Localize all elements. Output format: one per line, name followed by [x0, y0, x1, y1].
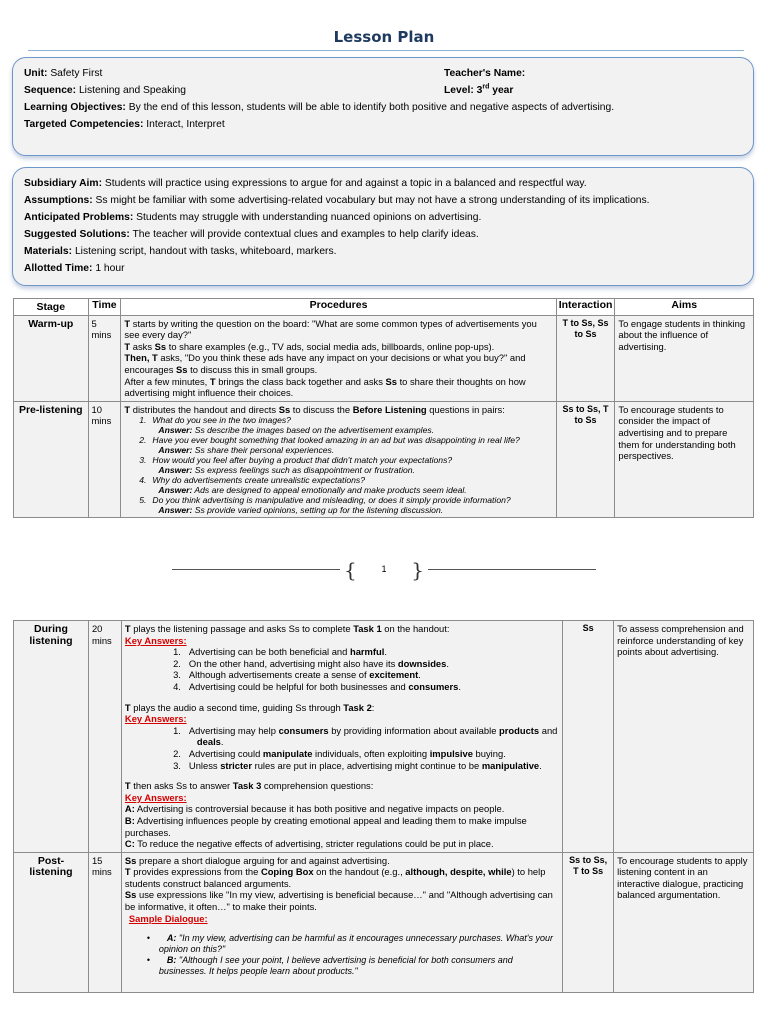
header-aims: Aims: [615, 299, 754, 316]
subsidiary-aim-value: Students will practice using expressions to argue for and against a topic in a balanced and respectful way.: [102, 178, 587, 189]
stage-cell: Post-listening: [14, 852, 89, 992]
sequence-label: Sequence:: [24, 85, 77, 96]
page-number: 1: [381, 564, 387, 574]
aims-cell: To engage students in thinking about the influence of advertising.: [615, 315, 754, 401]
level-label: Level: 3rd year: [444, 83, 514, 96]
objectives-label: Learning Objectives:: [24, 102, 126, 113]
allotted-time-value: 1 hour: [92, 263, 125, 274]
procedures-cell: T starts by writing the question on the board: "What are some common types of advertisements you see every day?" T asks Ss to share examples (e.g., TV ads, social media ads, billboards, online pop-ups). Then, T asks, "Do you think these ads have any impact on your decisions or what you buy?" and encourages Ss to discuss this in small groups. After a few minutes, T brings the class back together and asks Ss to share their thoughts on how advertising might influence their choices.: [121, 315, 556, 401]
time-cell: 15 mins: [88, 852, 121, 992]
unit-value: Safety First: [47, 68, 103, 79]
stage-cell: During listening: [14, 621, 89, 853]
list-item: • A: "In my view, advertising can be harmful as it encourages unnecessary purchases. What's your opinion on this?": [146, 933, 554, 955]
aims-cell: To encourage students to apply listening content in an interactive dialogue, practicing balanced argumentation.: [614, 852, 754, 992]
procedure-table-page-2: [13, 620, 754, 993]
procedures-cell: Ss prepare a short dialogue arguing for and against advertising. T provides expressions from the Coping Box on the handout (e.g., although, despite, while) to help students construct balanced arguments. Ss use expressions like "In my view, advertising is beneficial because…" and "Although advertising can be informative, it often…" to make their points. Sample Dialogue: • A: "In my view, advertising can be harmful as it encourages unnecessary purchases. What's your opinion on this?" • B: "Although I see your point, I believe advertising is beneficial for both consumers and businesses. It helps people learn about products.": [121, 852, 562, 992]
stage-cell: Pre-listening: [14, 401, 89, 518]
materials-value: Listening script, handout with tasks, whiteboard, markers.: [72, 246, 337, 257]
title-divider: [28, 50, 744, 51]
table-row-warmup: [14, 315, 754, 401]
lesson-info-box: [12, 57, 754, 156]
sample-dialogue-label: Sample Dialogue:: [128, 912, 208, 924]
footer-rule-right: [428, 569, 596, 570]
time-cell: 10 mins: [88, 401, 121, 518]
header-time: Time: [88, 299, 121, 316]
header-stage: Stage: [14, 299, 89, 316]
lesson-aims-box: [12, 167, 754, 286]
anticipated-problems-label: Anticipated Problems:: [24, 212, 134, 223]
interaction-cell: Ss: [563, 621, 614, 853]
procedures-cell: T distributes the handout and directs Ss to discuss the Before Listening questions in pairs: 1. What do you see in the two images? Answer: Ss describe the images based on the advertisement examples. 2. Have you ever bought something that looked amazing in an ad but was disappointing in real life? Answer: Ss share their personal experiences. 3. How would you feel after buying a product that didn't match your expectations? Answer: Ss express feelings such as disappointment or frustration. 4. Why do advertisements create unrealistic expectations? Answer: Ads are designed to appeal emotionally and make products seem ideal. 5. Do you think advertising is manipulative and misleading, or does it simply provide information? Answer: Ss provide varied opinions, setting up for the listening discussion.: [121, 401, 556, 518]
competencies-label: Targeted Competencies:: [24, 119, 144, 130]
aims-cell: To encourage students to consider the impact of advertising and to prepare them for understanding both perspectives.: [615, 401, 754, 518]
list-item: 4. Why do advertisements create unrealistic expectations? Answer: Ads are designed to appeal emotionally and make products seem ideal.: [139, 475, 467, 496]
subsidiary-aim-label: Subsidiary Aim:: [24, 178, 103, 189]
suggested-solutions-label: Suggested Solutions:: [24, 229, 130, 240]
table-row-prelistening: [14, 401, 754, 518]
anticipated-problems-value: Students may struggle with understanding nuanced opinions on advertising.: [133, 212, 482, 223]
sequence-value: Listening and Speaking: [76, 85, 186, 96]
objectives-value: By the end of this lesson, students will be able to identify both positive and negative aspects of advertising.: [125, 102, 615, 113]
list-item: 1. What do you see in the two images? Answer: Ss describe the images based on the advertisement examples.: [139, 415, 435, 436]
list-item: 3. How would you feel after buying a product that didn't match your expectations? Answer: Ss express feelings such as disappointment or frustration.: [139, 455, 453, 476]
allotted-time-label: Allotted Time:: [24, 263, 93, 274]
table-row-post-listening: [14, 852, 754, 992]
time-cell: 20 mins: [88, 621, 121, 853]
header-procedures: Procedures: [121, 299, 556, 316]
table-header-row: [14, 299, 754, 316]
table-row-during-listening: [14, 621, 754, 853]
key-answers-label: Key Answers:: [124, 791, 187, 803]
suggested-solutions-value: The teacher will provide contextual clues and examples to help clarify ideas.: [129, 229, 479, 240]
page-title: Lesson Plan: [333, 28, 435, 46]
aims-cell: To assess comprehension and reinforce understanding of key points about advertising.: [614, 621, 754, 853]
list-item: • B: "Although I see your point, I believe advertising is beneficial for both consumers and businesses. It helps people learn about products.": [146, 955, 513, 977]
interaction-cell: Ss to Ss, T to Ss: [556, 401, 615, 518]
assumptions-label: Assumptions:: [24, 195, 93, 206]
page-footer: [172, 560, 596, 580]
unit-label: Unit:: [24, 68, 48, 79]
interaction-cell: T to Ss, Ss to Ss: [556, 315, 615, 401]
header-interaction: Interaction: [556, 299, 615, 316]
footer-brace-right: }: [411, 558, 424, 582]
list-item: 5. Do you think advertising is manipulative and misleading, or does it simply provide information? Answer: Ss provide varied opinions, setting up for the listening discussion.: [139, 495, 511, 516]
time-cell: 5 mins: [88, 315, 121, 401]
assumptions-value: Ss might be familiar with some advertising-related vocabulary but may not have a strong understanding of its implications.: [92, 195, 650, 206]
procedures-cell: T plays the listening passage and asks Ss to complete Task 1 on the handout: Key Answers: 1. Advertising can be both beneficial and harmful. 2. On the other hand, advertising might also have its downsides. 3. Although advertisements create a sense of excitement. 4. Advertising could be helpful for both businesses and consumers. T plays the audio a second time, guiding Ss through Task 2: Key Answers: 1. Advertising may help consumers by providing information about available products and deals. 2. Advertising could manipulate individuals, often exploiting impulsive buying. 3. Unless stricter rules are put in place, advertising might continue to be manipulative. T then asks Ss to answer Task 3 comprehension questions: Key Answers: A: Advertising is controversial because it has both positive and negative impacts on people. B: Advertising influences people by creating emotional appeal and leading them to make impulse purchases. C: To reduce the negative effects of advertising, stricter regulations could be put in place.: [121, 621, 562, 853]
materials-label: Materials:: [24, 246, 73, 257]
footer-brace-left: {: [344, 558, 357, 582]
competencies-value: Interact, Interpret: [143, 119, 225, 130]
key-answers-label: Key Answers:: [124, 634, 187, 646]
stage-cell: Warm-up: [14, 315, 89, 401]
procedure-table-page-1: [13, 298, 754, 518]
interaction-cell: Ss to Ss, T to Ss: [563, 852, 614, 992]
teacher-name-label: Teacher's Name:: [444, 68, 526, 79]
key-answers-label: Key Answers:: [124, 713, 187, 725]
list-item: 2. Have you ever bought something that looked amazing in an ad but was disappointing in real life? Answer: Ss share their personal experiences.: [139, 435, 520, 456]
